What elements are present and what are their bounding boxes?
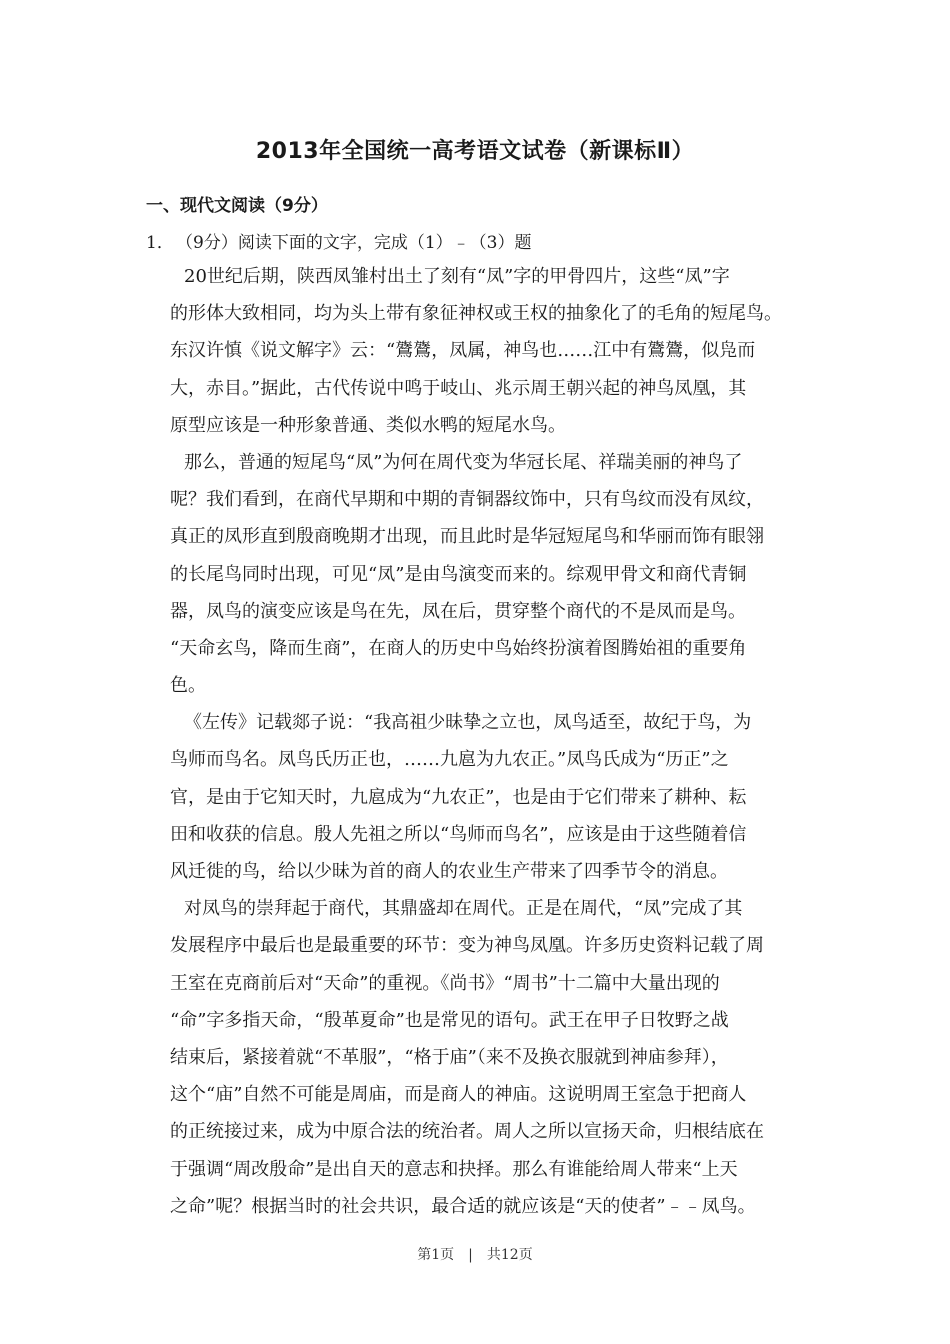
passage-line: 器，凤鸟的演变应该是鸟在先，凤在后，贯穿整个商代的不是凤而是鸟。 (170, 600, 746, 622)
question-number: 1． (146, 233, 174, 253)
section-heading: 一、现代文阅读（9分） (146, 196, 328, 216)
passage-line: 的形体大致相同，均为头上带有象征神权或王权的抽象化了的毛角的短尾鸟。 (170, 303, 782, 325)
passage-line: 的正统接过来，成为中原合法的统治者。周人之所以宣扬天命，归根结底在 (170, 1121, 764, 1143)
passage-line: 那么，普通的短尾鸟“凤”为何在周代变为华冠长尾、祥瑞美丽的神鸟了 (184, 451, 743, 473)
reading-passage (170, 258, 820, 1225)
passage-line: 田和收获的信息。殷人先祖之所以“鸟师而鸟名”，应该是由于这些随着信 (170, 823, 747, 845)
passage-line: 东汉许慎《说文解字》云：“鷟鷟，凤属，神鸟也……江中有鷟鷟，似凫而 (170, 340, 756, 362)
question-text: （9分）阅读下面的文字，完成（1）﹣（3）题 (176, 233, 532, 253)
passage-line: 20世纪后期，陕西凤雏村出土了刻有“凤”字的甲骨四片，这些“凤”字 (184, 266, 730, 287)
passage-line: 之命”呢？根据当时的社会共识，最合适的就应该是“天的使者”﹣﹣凤鸟。 (170, 1195, 756, 1217)
passage-line: 真正的凤形直到殷商晚期才出现，而且此时是华冠短尾鸟和华丽而饰有眼翎 (170, 526, 764, 548)
passage-line: 色。 (170, 675, 206, 697)
question-prompt (146, 228, 531, 253)
passage-line: 鸟师而鸟名。凤鸟氏历正也，……九扈为九农正。”凤鸟氏成为“历正”之 (170, 749, 729, 771)
passage-line: 这个“庙”自然不可能是周庙，而是商人的神庙。这说明周王室急于把商人 (170, 1084, 747, 1106)
passage-line: 的长尾鸟同时出现，可见“凤”是由鸟演变而来的。综观甲骨文和商代青铜 (170, 563, 747, 585)
passage-line: 王室在克商前后对“天命”的重视。《尚书》“周书”十二篇中大量出现的 (170, 972, 720, 994)
passage-line: 结束后，紧接着就“不革服”，“格于庙”（来不及换衣服就到神庙参拜）， (170, 1046, 729, 1068)
passage-line: 原型应该是一种形象普通、类似水鸭的短尾水鸟。 (170, 414, 566, 436)
passage-line: 发展程序中最后也是最重要的环节：变为神鸟凤凰。许多历史资料记载了周 (170, 935, 764, 957)
passage-line: 《左传》记载郯子说：“我高祖少昧挚之立也，凤鸟适至，故纪于鸟，为 (184, 712, 752, 734)
passage-line: “命”字多指天命，“殷革夏命”也是常见的语句。武王在甲子日牧野之战 (170, 1009, 729, 1031)
passage-line: 于强调“周改殷命”是出自天的意志和抉择。那么有谁能给周人带来“上天 (170, 1158, 738, 1180)
passage-line: 呢？我们看到，在商代早期和中期的青铜器纹饰中，只有鸟纹而没有凤纹， (170, 489, 764, 511)
page-footer: 第1页 | 共12页 (417, 1247, 533, 1263)
passage-line: 官，是由于它知天时，九扈成为“九农正”，也是由于它们带来了耕种、耘 (170, 786, 747, 808)
passage-line: 风迁徙的鸟，给以少昧为首的商人的农业生产带来了四季节令的消息。 (170, 861, 728, 882)
passage-line: “天命玄鸟，降而生商”，在商人的历史中鸟始终扮演着图腾始祖的重要角 (170, 637, 747, 659)
passage-line: 对凤鸟的崇拜起于商代，其鼎盛却在周代。正是在周代，“凤”完成了其 (184, 898, 743, 920)
page-title: 2013年全国统一高考语文试卷（新课标Ⅱ） (255, 139, 695, 164)
passage-line: 大，赤目。”据此，古代传说中鸣于岐山、兆示周王朝兴起的神鸟凤凰，其 (170, 377, 747, 399)
